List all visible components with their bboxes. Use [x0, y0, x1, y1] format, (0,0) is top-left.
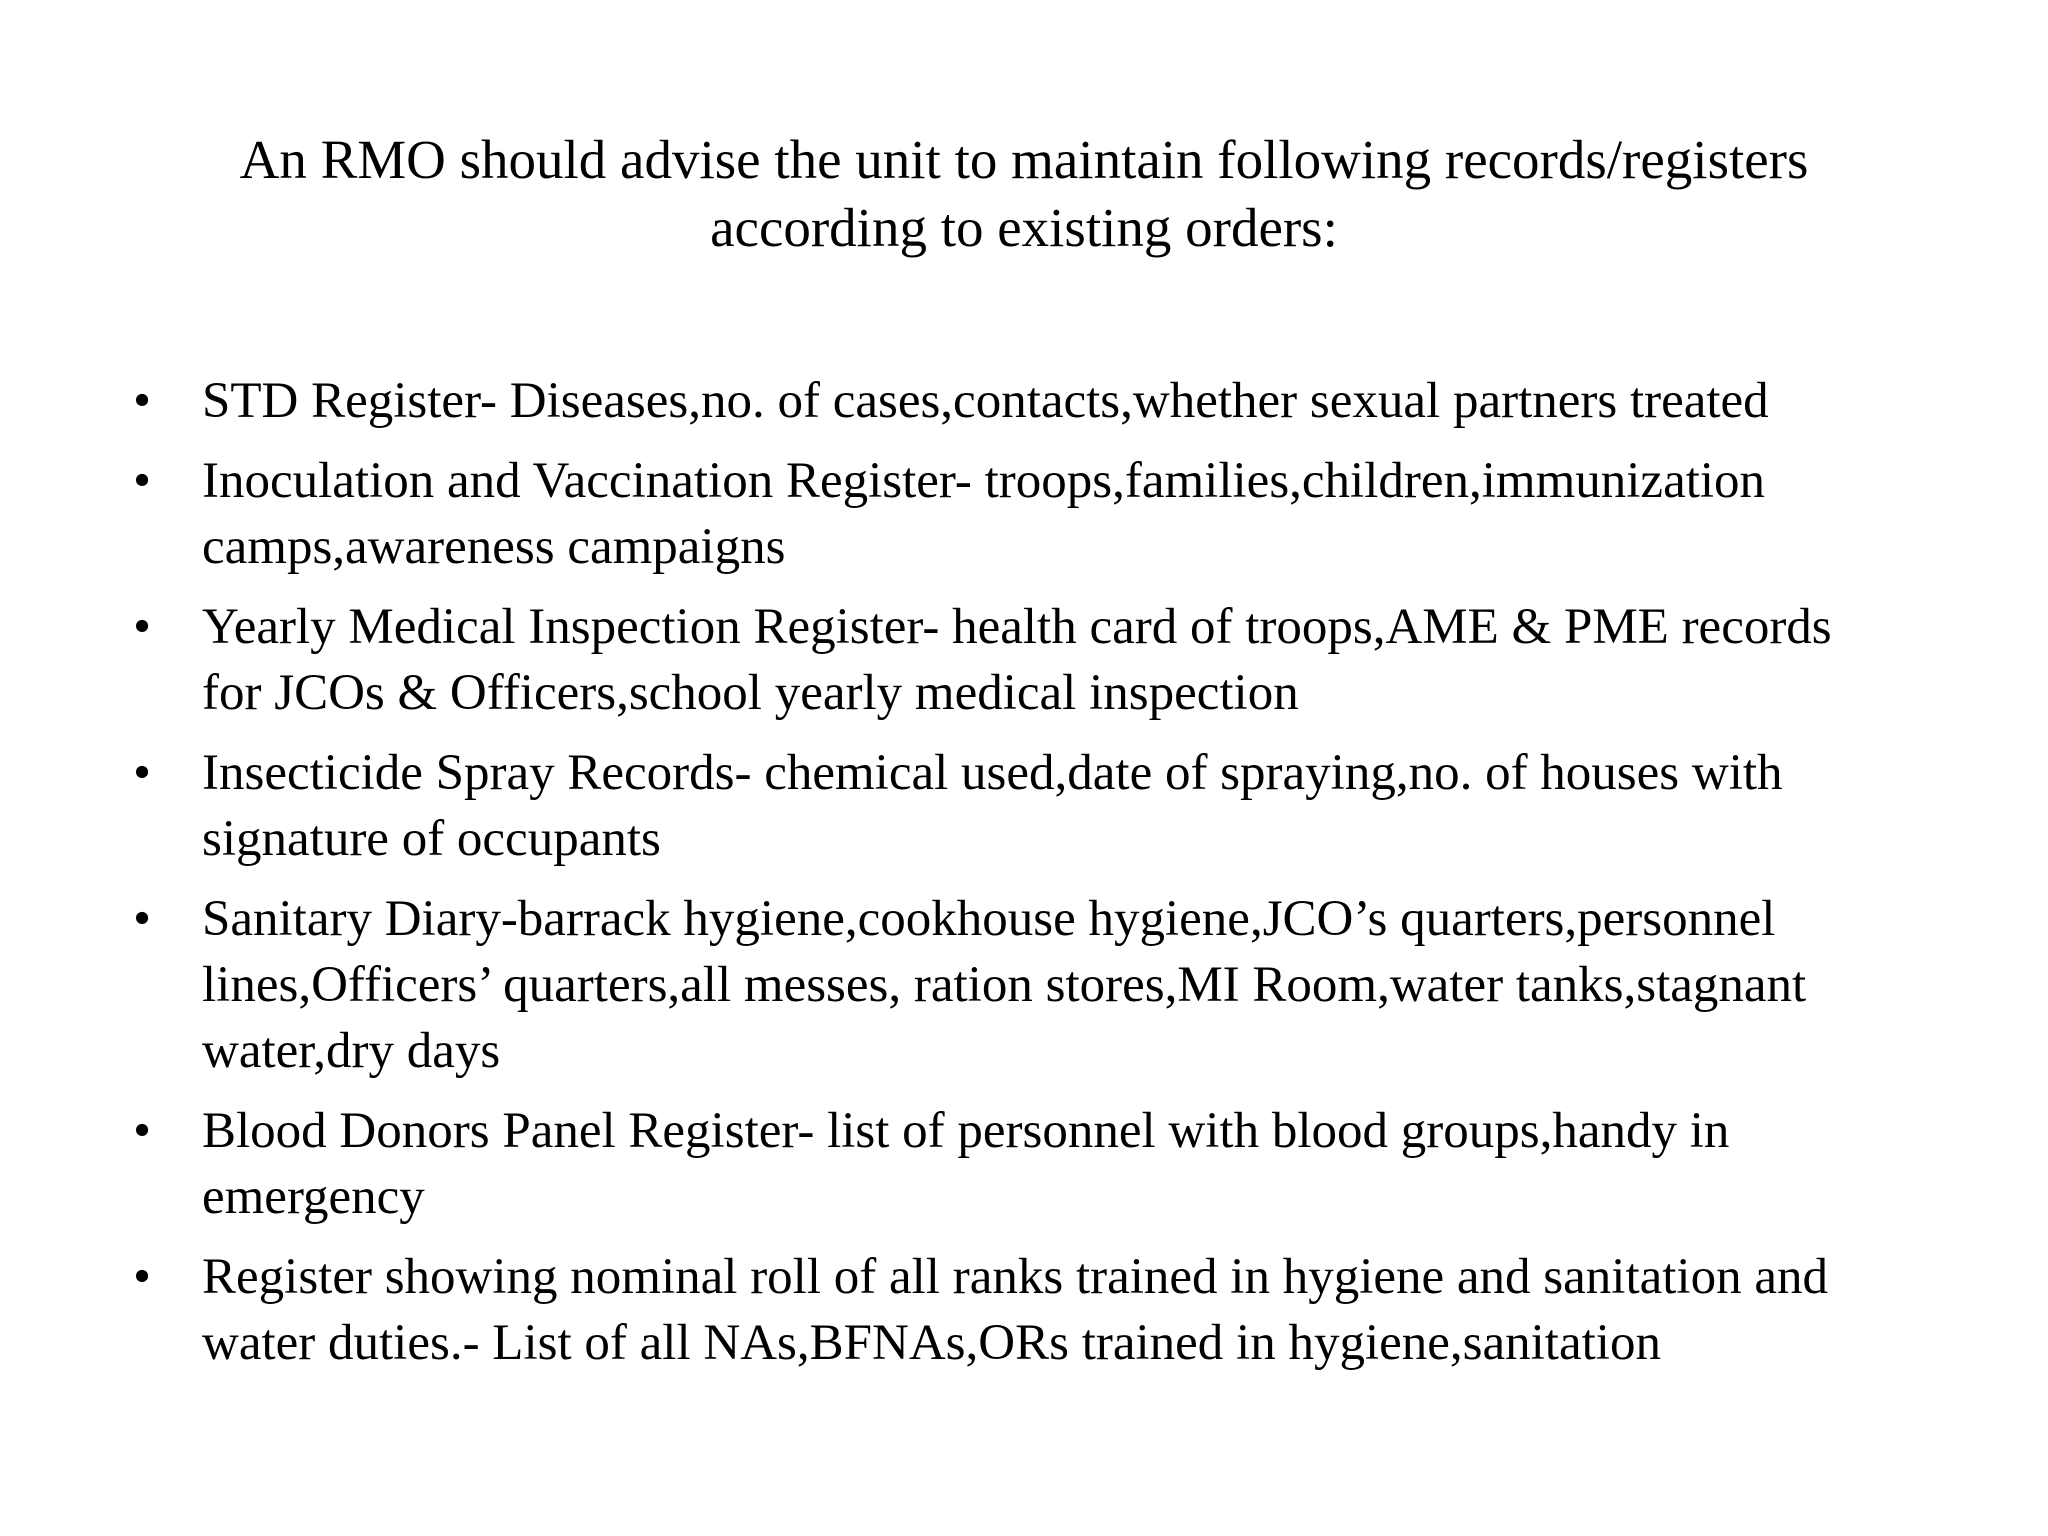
bullet-item-vaccination-register [122, 448, 1982, 580]
bullet-icon: • [133, 745, 151, 801]
bullet-line: Inoculation and Vaccination Register- troops,families,children,immunization [202, 453, 1766, 509]
bullet-text [202, 1098, 1982, 1230]
slide-title-line: according to existing orders: [710, 197, 1338, 258]
bullet-line: camps,awareness campaigns [202, 519, 786, 575]
bullet-item-blood-donors-register [122, 1098, 1982, 1230]
slide-title [140, 126, 1908, 262]
bullet-line: Register showing nominal roll of all ranks trained in hygiene and sanitation and [202, 1249, 1828, 1305]
bullet-icon: • [133, 1249, 151, 1305]
bullet-item-std-register [122, 368, 1982, 434]
bullet-line: Blood Donors Panel Register- list of personnel with blood groups,handy in [202, 1103, 1730, 1159]
bullet-line: Sanitary Diary-barrack hygiene,cookhouse hygiene,JCO’s quarters,personnel [202, 891, 1776, 947]
bullet-text [202, 1244, 1982, 1376]
bullet-line: Insecticide Spray Records- chemical used,date of spraying,no. of houses with [202, 745, 1783, 801]
bullet-line: for JCOs & Officers,school yearly medical inspection [202, 665, 1299, 721]
bullet-line: Yearly Medical Inspection Register- health card of troops,AME & PME records [202, 599, 1832, 655]
bullet-icon: • [133, 1103, 151, 1159]
bullet-icon: • [133, 599, 151, 655]
bullet-text [202, 886, 1982, 1084]
bullet-item-nominal-roll-register [122, 1244, 1982, 1376]
bullet-icon: • [133, 373, 151, 429]
bullet-item-sanitary-diary [122, 886, 1982, 1084]
bullet-text [202, 448, 1982, 580]
bullet-line: water,dry days [202, 1023, 501, 1079]
bullet-line: water duties.- List of all NAs,BFNAs,ORs trained in hygiene,sanitation [202, 1315, 1661, 1371]
slide-title-line: An RMO should advise the unit to maintain following records/registers [239, 129, 1809, 190]
bullet-item-insecticide-records [122, 740, 1982, 872]
bullet-icon: • [133, 891, 151, 947]
bullet-line: emergency [202, 1169, 425, 1225]
bullet-icon: • [133, 453, 151, 509]
bullet-list [122, 368, 1982, 1390]
bullet-text [202, 594, 1982, 726]
bullet-text [202, 368, 1982, 434]
bullet-text [202, 740, 1982, 872]
bullet-line: STD Register- Diseases,no. of cases,contacts,whether sexual partners treated [202, 373, 1769, 429]
bullet-line: lines,Officers’ quarters,all messes, ration stores,MI Room,water tanks,stagnant [202, 957, 1807, 1013]
bullet-line: signature of occupants [202, 811, 661, 867]
bullet-item-medical-inspection-register [122, 594, 1982, 726]
